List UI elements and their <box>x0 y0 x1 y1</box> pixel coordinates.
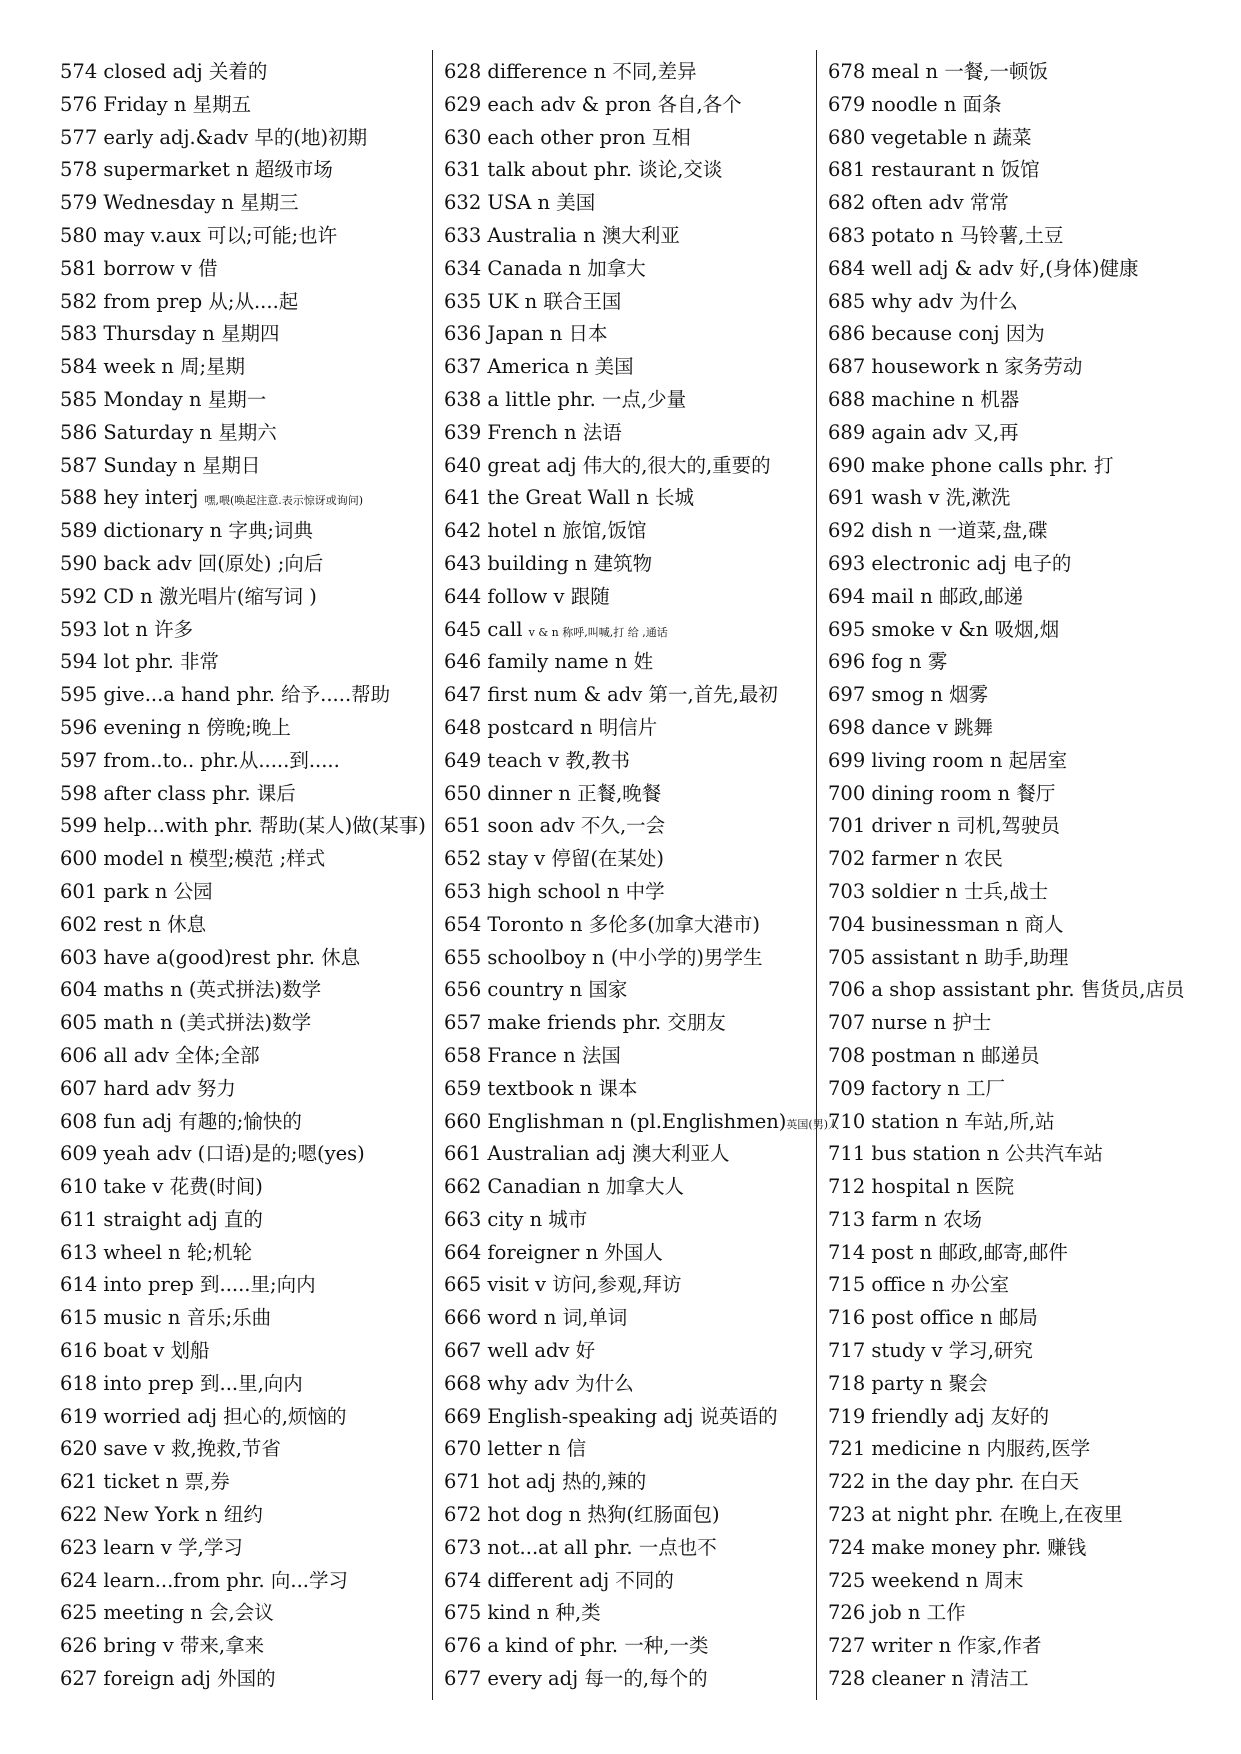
vocab-entry: 583 Thursday n 星期四 <box>60 322 280 346</box>
vocab-entry: 631 talk about phr. 谈论,交谈 <box>444 158 723 182</box>
vocab-entry: 680 vegetable n 蔬菜 <box>828 125 1032 149</box>
vocab-entry: 704 businessman n 商人 <box>828 912 1064 936</box>
vocab-entry: 707 nurse n 护士 <box>828 1011 992 1035</box>
vocab-entry: 610 take v 花费(时间) <box>60 1175 263 1199</box>
vocab-entry: 687 housework n 家务劳动 <box>828 355 1083 379</box>
vocab-entry: 677 every adj 每一的,每个的 <box>444 1667 708 1691</box>
vocab-entry: 648 postcard n 明信片 <box>444 715 658 739</box>
vocab-entry: 616 boat v 划船 <box>60 1339 210 1363</box>
vocab-entry: 716 post office n 邮局 <box>828 1306 1038 1330</box>
vocab-entry: 726 job n 工作 <box>828 1601 966 1625</box>
vocab-entry: 593 lot n 许多 <box>60 617 194 641</box>
vocab-entry: 710 station n 车站,所,站 <box>828 1109 1055 1133</box>
vocab-entry: 605 math n (美式拼法)数学 <box>60 1011 312 1035</box>
vocab-entry: 662 Canadian n 加拿大人 <box>444 1175 685 1199</box>
vocab-entry: 667 well adv 好 <box>444 1339 596 1363</box>
vocab-entry: 600 model n 模型;模范 ;样式 <box>60 847 326 871</box>
vocab-entry: 713 farm n 农场 <box>828 1207 983 1231</box>
vocab-entry: 681 restaurant n 饭馆 <box>828 158 1040 182</box>
vocab-entry: 606 all adv 全体;全部 <box>60 1043 260 1067</box>
vocab-entry-note: v & n 称呼,叫喊,打 给 ,通话 <box>528 625 668 639</box>
vocab-entry: 581 borrow v 借 <box>60 256 218 280</box>
vocab-column-3 <box>828 56 1208 1696</box>
vocab-entry: 712 hospital n 医院 <box>828 1175 1015 1199</box>
vocab-entry: 618 into prep 到...里,向内 <box>60 1371 303 1395</box>
vocab-entry: 644 follow v 跟随 <box>444 584 610 608</box>
vocab-entry: 709 factory n 工厂 <box>828 1076 1006 1100</box>
vocab-entry: 640 great adj 伟大的,很大的,重要的 <box>444 453 771 477</box>
vocab-entry: 627 foreign adj 外国的 <box>60 1667 276 1691</box>
column-divider <box>816 50 817 1700</box>
vocab-entry: 628 difference n 不同,差异 <box>444 60 697 83</box>
vocab-entry <box>444 614 814 647</box>
vocab-entry: 673 not...at all phr. 一点也不 <box>444 1535 717 1559</box>
vocab-entry: 614 into prep 到.....里;向内 <box>60 1273 316 1297</box>
vocab-entry: 587 Sunday n 星期日 <box>60 453 261 477</box>
vocab-entry: 676 a kind of phr. 一种,一类 <box>444 1634 709 1658</box>
vocab-entry-text: 645 call <box>444 617 529 641</box>
vocab-entry: 636 Japan n 日本 <box>444 322 608 346</box>
vocab-entry: 619 worried adj 担心的,烦恼的 <box>60 1404 347 1428</box>
vocab-entry: 642 hotel n 旅馆,饭馆 <box>444 519 647 543</box>
vocab-entry: 663 city n 城市 <box>444 1207 588 1231</box>
vocab-entry: 714 post n 邮政,邮寄,邮件 <box>828 1240 1068 1264</box>
vocab-entry: 658 France n 法国 <box>444 1043 621 1067</box>
vocab-entry: 696 fog n 雾 <box>828 650 948 674</box>
vocab-entry: 692 dish n 一道菜,盘,碟 <box>828 519 1048 543</box>
vocab-entry: 684 well adj & adv 好,(身体)健康 <box>828 256 1139 280</box>
vocab-entry-text: 588 hey interj <box>60 486 205 510</box>
vocab-entry: 597 from..to.. phr.从.....到..... <box>60 748 340 772</box>
vocab-entry: 601 park n 公园 <box>60 879 213 903</box>
vocab-entry: 596 evening n 傍晚;晚上 <box>60 715 291 739</box>
vocab-entry: 699 living room n 起居室 <box>828 748 1068 772</box>
vocab-entry: 655 schoolboy n (中小学的)男学生 <box>444 945 763 969</box>
vocab-entry: 670 letter n 信 <box>444 1437 587 1461</box>
vocab-entry: 634 Canada n 加拿大 <box>444 256 646 280</box>
vocab-entry: 577 early adj.&adv 早的(地)初期 <box>60 125 368 149</box>
vocab-entry: 638 a little phr. 一点,少量 <box>444 387 687 411</box>
vocab-entry: 579 Wednesday n 星期三 <box>60 191 299 215</box>
vocab-entry: 584 week n 周;星期 <box>60 355 246 379</box>
vocab-entry: 635 UK n 联合王国 <box>444 289 622 313</box>
vocab-entry: 626 bring v 带来,拿来 <box>60 1634 265 1658</box>
vocab-entry: 706 a shop assistant phr. 售货员,店员 <box>828 978 1185 1002</box>
vocab-entry: 622 New York n 纽约 <box>60 1503 263 1527</box>
vocab-entry: 708 postman n 邮递员 <box>828 1043 1040 1067</box>
vocab-entry <box>60 482 420 515</box>
vocab-entry: 625 meeting n 会,会议 <box>60 1601 274 1625</box>
vocab-entry: 633 Australia n 澳大利亚 <box>444 223 680 247</box>
vocab-entry: 728 cleaner n 清洁工 <box>828 1667 1029 1691</box>
vocab-entry: 621 ticket n 票,券 <box>60 1470 230 1494</box>
vocab-entry: 672 hot dog n 热狗(红肠面包) <box>444 1503 720 1527</box>
vocab-entry: 659 textbook n 课本 <box>444 1076 638 1100</box>
vocab-entry: 715 office n 办公室 <box>828 1273 1010 1297</box>
vocab-entry: 574 closed adj 关着的 <box>60 60 268 83</box>
vocab-entry: 722 in the day phr. 在白天 <box>828 1470 1079 1494</box>
vocab-column-2 <box>444 56 839 1696</box>
vocab-entry: 664 foreigner n 外国人 <box>444 1240 663 1264</box>
vocab-entry: 685 why adv 为什么 <box>828 289 1018 313</box>
vocab-column-1 <box>60 56 426 1696</box>
vocab-entry: 725 weekend n 周末 <box>828 1568 1024 1592</box>
vocab-entry: 675 kind n 种,类 <box>444 1601 601 1625</box>
vocab-entry: 666 word n 词,单词 <box>444 1306 628 1330</box>
vocab-entry: 654 Toronto n 多伦多(加拿大港市) <box>444 912 761 936</box>
vocab-entry: 623 learn v 学,学习 <box>60 1535 243 1559</box>
vocab-entry: 598 after class phr. 课后 <box>60 781 296 805</box>
vocab-entry: 641 the Great Wall n 长城 <box>444 486 695 510</box>
vocab-entry: 590 back adv 回(原处) ;向后 <box>60 551 324 575</box>
vocab-entry: 702 farmer n 农民 <box>828 847 1003 871</box>
vocab-entry: 578 supermarket n 超级市场 <box>60 158 333 182</box>
vocab-entry-note: 嘿,喂(唤起注意.表示惊讶或询问) <box>204 494 364 508</box>
vocab-entry: 724 make money phr. 赚钱 <box>828 1535 1087 1559</box>
vocab-entry: 656 country n 国家 <box>444 978 628 1002</box>
vocab-entry: 629 each adv & pron 各自,各个 <box>444 92 742 116</box>
vocab-entry: 585 Monday n 星期一 <box>60 387 267 411</box>
vocab-entry: 717 study v 学习,研究 <box>828 1339 1033 1363</box>
vocab-entry: 624 learn...from phr. 向...学习 <box>60 1568 348 1592</box>
vocab-entry: 630 each other pron 互相 <box>444 125 691 149</box>
vocab-entry <box>444 1106 839 1139</box>
vocab-entry: 703 soldier n 士兵,战士 <box>828 879 1049 903</box>
vocab-entry: 698 dance v 跳舞 <box>828 715 993 739</box>
vocab-entry: 637 America n 美国 <box>444 355 634 379</box>
vocab-entry: 688 machine n 机器 <box>828 387 1020 411</box>
vocab-entry-note: 英国(男)人 <box>786 1117 839 1131</box>
vocab-entry: 576 Friday n 星期五 <box>60 92 252 116</box>
vocab-entry: 609 yeah adv (口语)是的;嗯(yes) <box>60 1142 365 1166</box>
vocab-entry: 691 wash v 洗,漱洗 <box>828 486 1011 510</box>
vocab-entry: 657 make friends phr. 交朋友 <box>444 1011 726 1035</box>
vocab-entry: 705 assistant n 助手,助理 <box>828 945 1069 969</box>
vocab-entry: 686 because conj 因为 <box>828 322 1045 346</box>
vocab-entry: 719 friendly adj 友好的 <box>828 1404 1050 1428</box>
vocab-entry: 647 first num & adv 第一,首先,最初 <box>444 683 778 707</box>
column-divider <box>432 50 433 1700</box>
vocab-entry: 723 at night phr. 在晚上,在夜里 <box>828 1503 1123 1527</box>
vocab-entry: 711 bus station n 公共汽车站 <box>828 1142 1103 1166</box>
vocab-entry: 613 wheel n 轮;机轮 <box>60 1240 253 1264</box>
vocab-entry: 603 have a(good)rest phr. 休息 <box>60 945 361 969</box>
vocab-entry: 602 rest n 休息 <box>60 912 207 936</box>
vocab-entry: 650 dinner n 正餐,晚餐 <box>444 781 662 805</box>
vocab-entry: 674 different adj 不同的 <box>444 1568 674 1592</box>
vocab-entry: 632 USA n 美国 <box>444 191 596 215</box>
vocab-entry: 586 Saturday n 星期六 <box>60 420 277 444</box>
vocab-entry: 721 medicine n 内服药,医学 <box>828 1437 1091 1461</box>
vocab-entry: 661 Australian adj 澳大利亚人 <box>444 1142 730 1166</box>
vocab-entry-text: 660 Englishman n (pl.Englishmen) <box>444 1109 787 1133</box>
vocab-entry: 580 may v.aux 可以;可能;也许 <box>60 223 338 247</box>
vocab-entry: 694 mail n 邮政,邮递 <box>828 584 1024 608</box>
vocab-entry: 697 smog n 烟雾 <box>828 683 989 707</box>
vocab-entry: 700 dining room n 餐厅 <box>828 781 1056 805</box>
vocab-entry: 665 visit v 访问,参观,拜访 <box>444 1273 682 1297</box>
vocab-entry: 615 music n 音乐;乐曲 <box>60 1306 272 1330</box>
vocab-entry: 589 dictionary n 字典;词典 <box>60 519 313 543</box>
vocab-entry: 594 lot phr. 非常 <box>60 650 220 674</box>
vocab-entry: 682 often adv 常常 <box>828 191 1009 215</box>
vocab-entry: 693 electronic adj 电子的 <box>828 551 1072 575</box>
vocab-entry: 643 building n 建筑物 <box>444 551 653 575</box>
vocab-entry: 695 smoke v &n 吸烟,烟 <box>828 617 1060 641</box>
vocab-entry: 671 hot adj 热的,辣的 <box>444 1470 647 1494</box>
vocab-entry: 599 help...with phr. 帮助(某人)做(某事) <box>60 814 426 838</box>
vocab-entry: 592 CD n 激光唱片(缩写词 ) <box>60 584 317 608</box>
vocab-entry: 653 high school n 中学 <box>444 879 665 903</box>
vocab-entry: 646 family name n 姓 <box>444 650 654 674</box>
vocab-entry: 683 potato n 马铃薯,土豆 <box>828 223 1064 247</box>
vocab-entry: 701 driver n 司机,驾驶员 <box>828 814 1060 838</box>
vocab-entry: 611 straight adj 直的 <box>60 1207 263 1231</box>
vocab-entry: 651 soon adv 不久,一会 <box>444 814 666 838</box>
vocab-entry: 620 save v 救,挽救,节省 <box>60 1437 281 1461</box>
vocab-entry: 604 maths n (英式拼法)数学 <box>60 978 322 1002</box>
vocab-entry: 608 fun adj 有趣的;愉快的 <box>60 1109 302 1133</box>
vocab-entry: 678 meal n 一餐,一顿饭 <box>828 60 1048 83</box>
vocab-entry: 649 teach v 教,教书 <box>444 748 631 772</box>
vocab-entry: 669 English-speaking adj 说英语的 <box>444 1404 778 1428</box>
vocab-entry: 679 noodle n 面条 <box>828 92 1002 116</box>
vocab-entry: 595 give...a hand phr. 给予.....帮助 <box>60 683 391 707</box>
vocab-entry: 718 party n 聚会 <box>828 1371 988 1395</box>
vocab-entry: 639 French n 法语 <box>444 420 622 444</box>
vocab-entry: 668 why adv 为什么 <box>444 1371 634 1395</box>
vocab-entry: 690 make phone calls phr. 打 <box>828 453 1114 477</box>
vocab-entry: 582 from prep 从;从....起 <box>60 289 299 313</box>
vocab-entry: 727 writer n 作家,作者 <box>828 1634 1042 1658</box>
vocab-entry: 607 hard adv 努力 <box>60 1076 236 1100</box>
vocab-entry: 652 stay v 停留(在某处) <box>444 847 665 871</box>
vocab-entry: 689 again adv 又,再 <box>828 420 1019 444</box>
